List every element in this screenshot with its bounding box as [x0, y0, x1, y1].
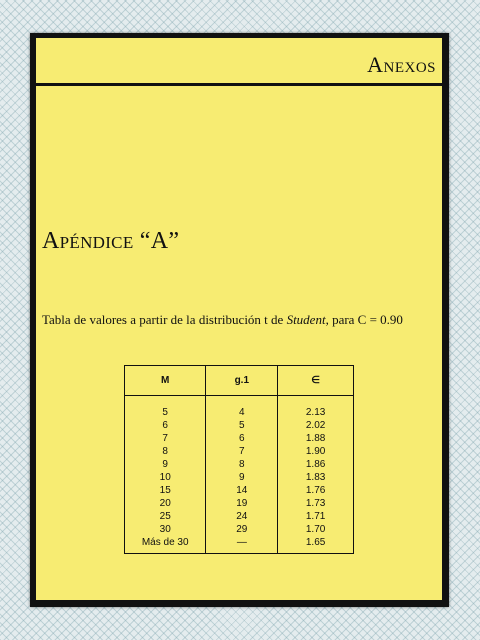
section-title: Apéndice “A” — [42, 228, 180, 254]
header-title: Anexos — [367, 52, 436, 77]
cell-gl: 14 — [206, 484, 278, 497]
table-row — [125, 523, 354, 536]
cell-gl: 29 — [206, 523, 278, 536]
cell-gl: 24 — [206, 510, 278, 523]
cell-epsilon: 1.83 — [278, 471, 354, 484]
table-row — [125, 445, 354, 458]
table-row — [125, 419, 354, 432]
cell-epsilon: 2.02 — [278, 419, 354, 432]
cell-epsilon: 2.13 — [278, 396, 354, 420]
cell-epsilon: 1.65 — [278, 536, 354, 554]
cell-gl: 9 — [206, 471, 278, 484]
table-row — [125, 471, 354, 484]
cell-m: 5 — [125, 396, 206, 420]
cell-gl: 4 — [206, 396, 278, 420]
table-row — [125, 458, 354, 471]
cell-epsilon: 1.76 — [278, 484, 354, 497]
distribution-table — [124, 365, 354, 554]
cell-epsilon: 1.73 — [278, 497, 354, 510]
caption-suffix: , para C = 0.90 — [325, 312, 403, 327]
cell-epsilon: 1.70 — [278, 523, 354, 536]
caption-italic: Student — [286, 312, 326, 327]
cell-gl: 8 — [206, 458, 278, 471]
cell-m: 25 — [125, 510, 206, 523]
table-caption — [42, 312, 438, 328]
cell-m: Más de 30 — [125, 536, 206, 554]
cell-m: 9 — [125, 458, 206, 471]
cell-epsilon: 1.86 — [278, 458, 354, 471]
cell-epsilon: 1.71 — [278, 510, 354, 523]
table-row — [125, 396, 354, 420]
table-header-row — [125, 366, 354, 396]
cell-epsilon: 1.88 — [278, 432, 354, 445]
table-row — [125, 510, 354, 523]
column-header-gl: g.1 — [206, 366, 278, 396]
cell-m: 7 — [125, 432, 206, 445]
cell-gl: 6 — [206, 432, 278, 445]
cell-m: 20 — [125, 497, 206, 510]
caption-prefix: Tabla de valores a partir de la distribución t de — [42, 312, 287, 327]
header-rule — [36, 83, 442, 86]
column-header-m: M — [125, 366, 206, 396]
cell-gl: 7 — [206, 445, 278, 458]
document-page — [36, 38, 442, 600]
cell-m: 15 — [125, 484, 206, 497]
cell-gl: 5 — [206, 419, 278, 432]
cell-epsilon: 1.90 — [278, 445, 354, 458]
table-body — [125, 396, 354, 554]
table-row — [125, 536, 354, 554]
cell-gl: 19 — [206, 497, 278, 510]
column-header-epsilon: ∈ — [278, 366, 354, 396]
table-row — [125, 432, 354, 445]
cell-gl: — — [206, 536, 278, 554]
cell-m: 10 — [125, 471, 206, 484]
cell-m: 30 — [125, 523, 206, 536]
table-row — [125, 484, 354, 497]
table-row — [125, 497, 354, 510]
cell-m: 6 — [125, 419, 206, 432]
cell-m: 8 — [125, 445, 206, 458]
